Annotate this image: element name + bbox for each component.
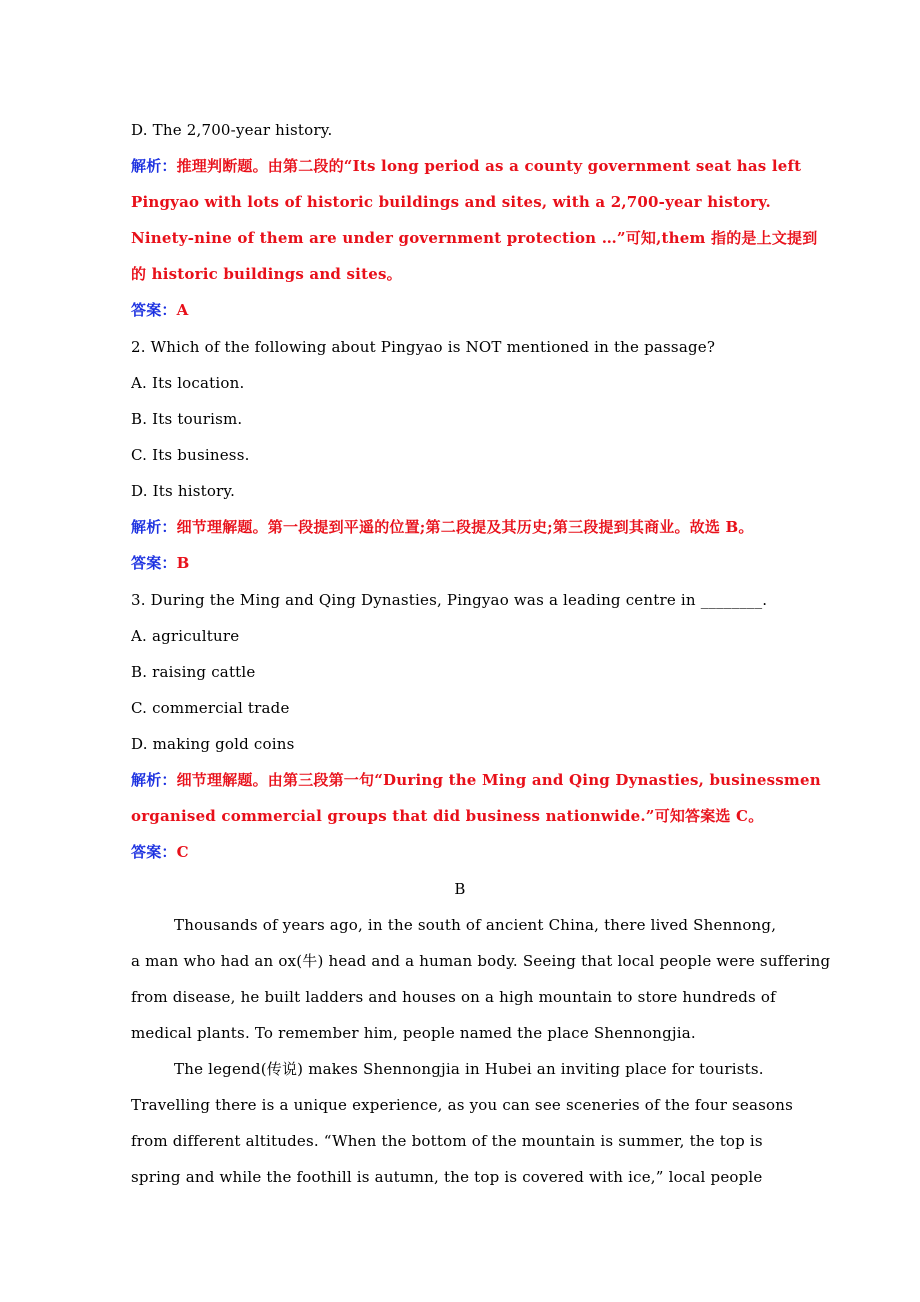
- passage-b-line-7: from different altitudes. “When the bottom of the mountain is summer, the top is: [131, 1132, 763, 1150]
- q3-analysis-line-1: 解析：细节理解题。由第三段第一句“During the Ming and Qing Dynasties, businessmen: [131, 771, 821, 789]
- q2-answer-value: B: [176, 554, 190, 572]
- q2-analysis-label: 解析：: [131, 518, 177, 536]
- q2-answer: [131, 553, 831, 573]
- q2-option-a: A. Its location.: [131, 374, 245, 392]
- q1-analysis-line-2: Pingyao with lots of historic buildings and sites, with a 2,700-year history.: [131, 193, 771, 211]
- q1-analysis-line-4: 的 historic buildings and sites。: [131, 265, 402, 283]
- q3-option-a: A. agriculture: [131, 627, 240, 645]
- q3-answer: [131, 842, 831, 862]
- q3-answer-value: C: [176, 843, 189, 861]
- q3-option-c: C. commercial trade: [131, 699, 290, 717]
- q3-analysis-label: 解析：: [131, 771, 177, 789]
- q1-analysis-line-1: 解析：推理判断题。由第二段的“Its long period as a county government seat has left: [131, 157, 802, 175]
- q3-option-b: B. raising cattle: [131, 663, 256, 681]
- passage-b-line-6: Travelling there is a unique experience, as you can see sceneries of the four seasons: [131, 1096, 794, 1114]
- q2-answer-label: 答案：: [131, 554, 177, 572]
- q1-answer-label: 答案：: [131, 301, 177, 319]
- q2-question: 2. Which of the following about Pingyao is NOT mentioned in the passage?: [131, 338, 716, 356]
- passage-b-line-1: Thousands of years ago, in the south of ancient China, there lived Shennong,: [174, 916, 777, 934]
- passage-b-line-3: from disease, he built ladders and houses on a high mountain to store hundreds of: [131, 988, 776, 1006]
- q2-option-d: D. Its history.: [131, 482, 236, 500]
- q3-option-d: D. making gold coins: [131, 735, 295, 753]
- q3-question: 3. During the Ming and Qing Dynasties, Pingyao was a leading centre in ________.: [131, 591, 768, 609]
- q3-analysis-line-2: organised commercial groups that did business nationwide.”可知答案选 C。: [131, 807, 764, 825]
- passage-b-heading: B: [454, 880, 466, 898]
- q1-answer: [131, 300, 831, 320]
- q2-analysis-line-1: 解析：细节理解题。第一段提到平遥的位置;第二段提及其历史;第三段提到其商业。故选 B。: [131, 518, 754, 536]
- q1-analysis-label: 解析：: [131, 157, 177, 175]
- passage-b-line-5: The legend(传说) makes Shennongjia in Hubei an inviting place for tourists.: [174, 1060, 764, 1078]
- q1-answer-value: A: [176, 301, 189, 319]
- q2-option-b: B. Its tourism.: [131, 410, 243, 428]
- passage-b-line-8: spring and while the foothill is autumn, the top is covered with ice,” local people: [131, 1168, 763, 1186]
- q1-option-d: D. The 2,700-year history.: [131, 121, 333, 139]
- q1-analysis-line-3: Ninety-nine of them are under government protection …”可知,them 指的是上文提到: [131, 229, 818, 247]
- passage-b-line-2: a man who had an ox(牛) head and a human body. Seeing that local people were suffering: [131, 952, 831, 970]
- passage-b-line-4: medical plants. To remember him, people named the place Shennongjia.: [131, 1024, 696, 1042]
- q3-answer-label: 答案：: [131, 843, 177, 861]
- q2-option-c: C. Its business.: [131, 446, 250, 464]
